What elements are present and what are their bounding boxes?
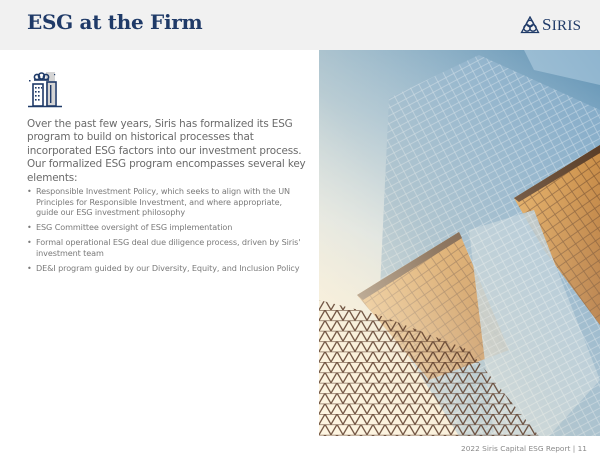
page-header xyxy=(0,0,600,50)
triquetra-logo-icon xyxy=(520,16,540,34)
siris-logo xyxy=(520,15,581,35)
logo-wordmark: SIRIS xyxy=(542,15,582,34)
list-item: • Responsible Investment Policy, which seeks to align with the UN Principles for Responsible Investment, and where appropriate, guide our ESG investment philosophy xyxy=(27,186,302,218)
page-title: ESG at the Firm xyxy=(27,10,203,34)
list-item: • ESG Committee oversight of ESG implementation xyxy=(27,222,302,233)
key-elements-list xyxy=(27,186,302,278)
list-item: • Formal operational ESG deal due diligence process, driven by Siris' investment team xyxy=(27,237,302,258)
list-item: • DE&I program guided by our Diversity, Equity, and Inclusion Policy xyxy=(27,263,302,274)
page-footer: 2022 Siris Capital ESG Report | 11 xyxy=(461,444,587,453)
city-buildings-icon xyxy=(26,70,66,110)
intro-paragraph: Over the past few years, Siris has formalized its ESG program to build on historical processes that incorporated ESG factors into our investment process. Our formalized ESG program encompasses several key elements: xyxy=(27,118,306,184)
skyscraper-photo xyxy=(319,50,600,436)
